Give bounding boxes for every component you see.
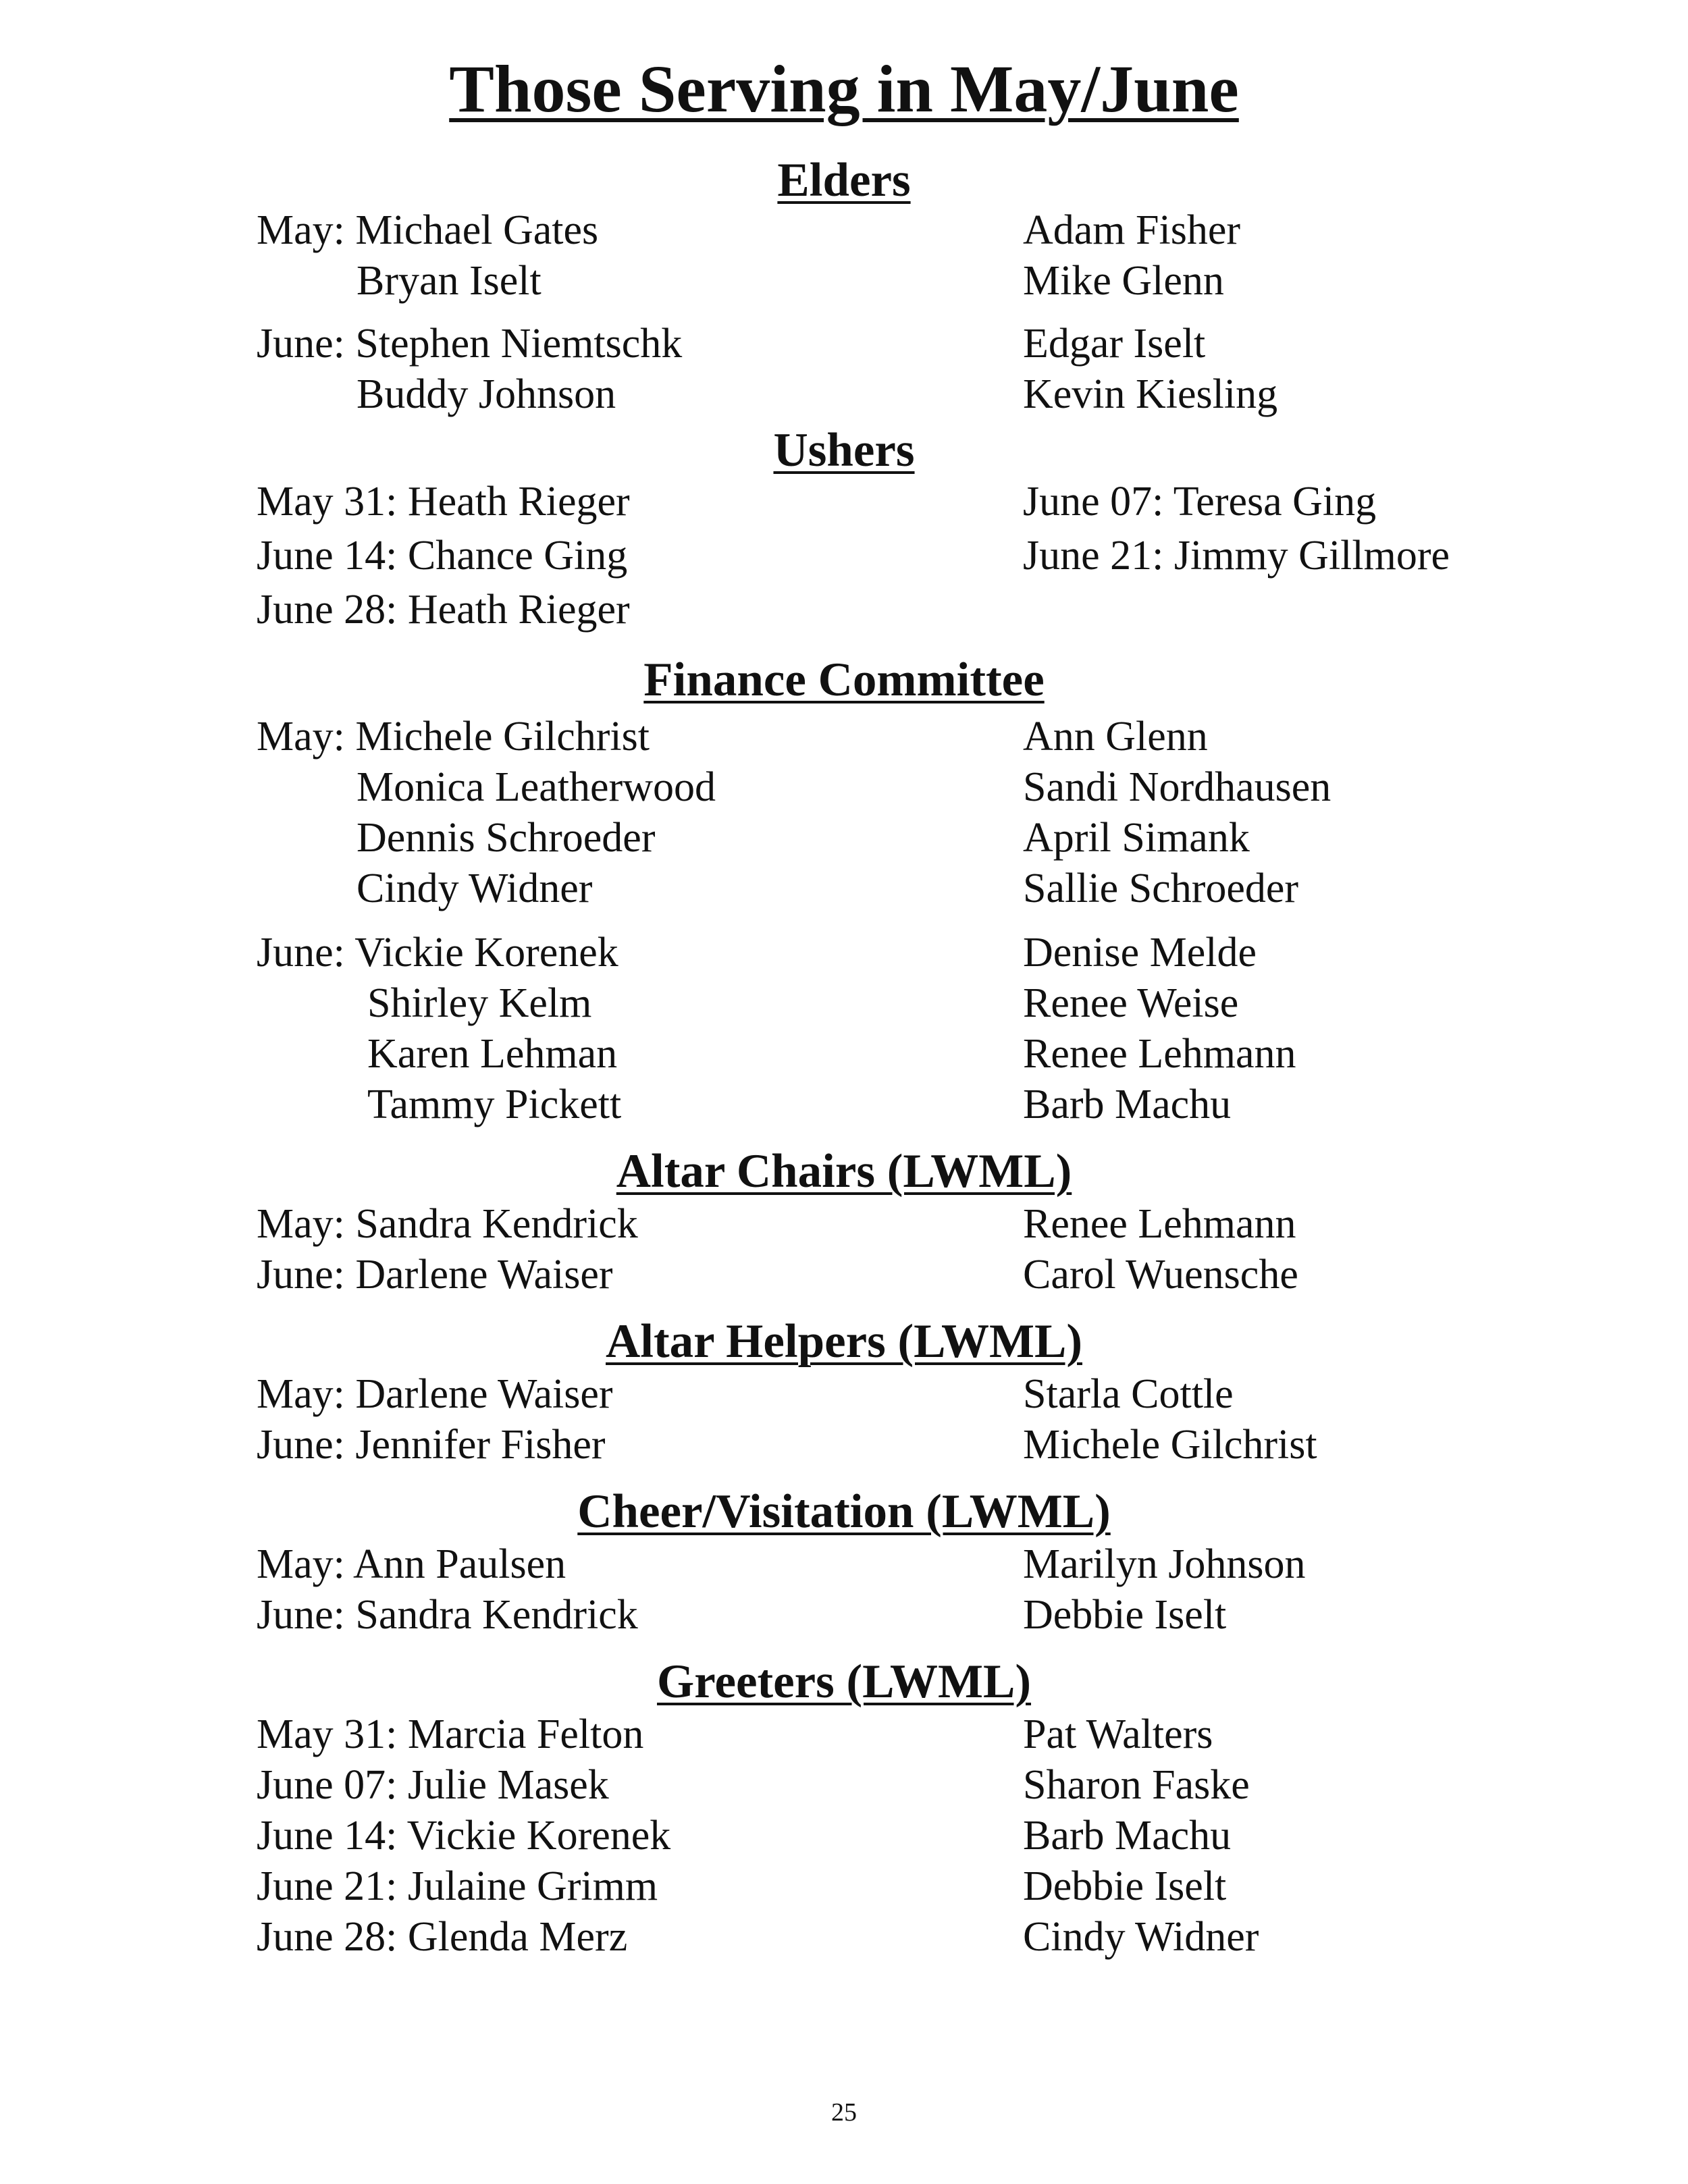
ushers-left-1: May 31: Heath Rieger bbox=[257, 479, 630, 525]
section-heading-elders: Elders bbox=[777, 154, 911, 207]
greeters-right-4: Debbie Iselt bbox=[1023, 1863, 1227, 1909]
finance-june-left-3: Karen Lehman bbox=[367, 1031, 618, 1077]
finance-june-left-2: Shirley Kelm bbox=[367, 980, 592, 1026]
finance-may-left-1: May: Michele Gilchrist bbox=[257, 714, 650, 760]
section-heading-altar-helpers: Altar Helpers (LWML) bbox=[606, 1315, 1082, 1368]
finance-may-left-3: Dennis Schroeder bbox=[357, 815, 656, 861]
elders-may-left-2: Bryan Iselt bbox=[357, 258, 542, 304]
ushers-left-2: June 14: Chance Ging bbox=[257, 533, 628, 579]
altar-helpers-right-2: Michele Gilchrist bbox=[1023, 1422, 1317, 1468]
altar-helpers-right-1: Starla Cottle bbox=[1023, 1371, 1234, 1417]
greeters-right-3: Barb Machu bbox=[1023, 1813, 1232, 1859]
ushers-right-2: June 21: Jimmy Gillmore bbox=[1023, 533, 1450, 579]
altar-chairs-left-2: June: Darlene Waiser bbox=[257, 1252, 613, 1298]
greeters-left-2: June 07: Julie Masek bbox=[257, 1762, 609, 1808]
greeters-left-1: May 31: Marcia Felton bbox=[257, 1711, 644, 1757]
cheer-left-2: June: Sandra Kendrick bbox=[257, 1592, 638, 1638]
ushers-right-1: June 07: Teresa Ging bbox=[1023, 479, 1377, 525]
cheer-left-1: May: Ann Paulsen bbox=[257, 1541, 566, 1587]
finance-june-left-4: Tammy Pickett bbox=[367, 1082, 622, 1127]
finance-june-right-1: Denise Melde bbox=[1023, 930, 1257, 976]
finance-may-left-2: Monica Leatherwood bbox=[357, 764, 716, 810]
finance-may-right-1: Ann Glenn bbox=[1023, 714, 1208, 760]
altar-chairs-right-1: Renee Lehmann bbox=[1023, 1201, 1296, 1247]
finance-june-right-2: Renee Weise bbox=[1023, 980, 1239, 1026]
page-number: 25 bbox=[831, 2098, 857, 2127]
section-heading-altar-chairs: Altar Chairs (LWML) bbox=[616, 1145, 1072, 1198]
elders-may-right-1: Adam Fisher bbox=[1023, 207, 1241, 253]
cheer-right-2: Debbie Iselt bbox=[1023, 1592, 1227, 1638]
greeters-right-5: Cindy Widner bbox=[1023, 1914, 1259, 1960]
finance-june-right-4: Barb Machu bbox=[1023, 1082, 1232, 1127]
section-heading-finance-committee: Finance Committee bbox=[643, 654, 1045, 706]
elders-may-left-1: May: Michael Gates bbox=[257, 207, 599, 253]
page-title: Those Serving in May/June bbox=[449, 51, 1239, 126]
finance-june-right-3: Renee Lehmann bbox=[1023, 1031, 1296, 1077]
greeters-left-4: June 21: Julaine Grimm bbox=[257, 1863, 658, 1909]
section-heading-ushers: Ushers bbox=[773, 424, 915, 477]
elders-june-right-1: Edgar Iselt bbox=[1023, 321, 1206, 367]
altar-helpers-left-1: May: Darlene Waiser bbox=[257, 1371, 613, 1417]
finance-may-right-4: Sallie Schroeder bbox=[1023, 865, 1299, 911]
finance-may-left-4: Cindy Widner bbox=[357, 865, 593, 911]
finance-june-left-1: June: Vickie Korenek bbox=[257, 930, 618, 976]
section-heading-cheer-visitation: Cheer/Visitation (LWML) bbox=[577, 1485, 1111, 1538]
greeters-left-5: June 28: Glenda Merz bbox=[257, 1914, 628, 1960]
altar-helpers-left-2: June: Jennifer Fisher bbox=[257, 1422, 606, 1468]
finance-may-right-2: Sandi Nordhausen bbox=[1023, 764, 1331, 810]
elders-june-left-2: Buddy Johnson bbox=[357, 371, 616, 417]
altar-chairs-right-2: Carol Wuensche bbox=[1023, 1252, 1298, 1298]
greeters-left-3: June 14: Vickie Korenek bbox=[257, 1813, 671, 1859]
greeters-right-1: Pat Walters bbox=[1023, 1711, 1213, 1757]
greeters-right-2: Sharon Faske bbox=[1023, 1762, 1250, 1808]
finance-may-right-3: April Simank bbox=[1023, 815, 1250, 861]
section-heading-greeters: Greeters (LWML) bbox=[656, 1655, 1032, 1708]
elders-june-left-1: June: Stephen Niemtschk bbox=[257, 321, 683, 367]
elders-june-right-2: Kevin Kiesling bbox=[1023, 371, 1278, 417]
cheer-right-1: Marilyn Johnson bbox=[1023, 1541, 1306, 1587]
ushers-left-3: June 28: Heath Rieger bbox=[257, 587, 630, 633]
altar-chairs-left-1: May: Sandra Kendrick bbox=[257, 1201, 638, 1247]
elders-may-right-2: Mike Glenn bbox=[1023, 258, 1224, 304]
